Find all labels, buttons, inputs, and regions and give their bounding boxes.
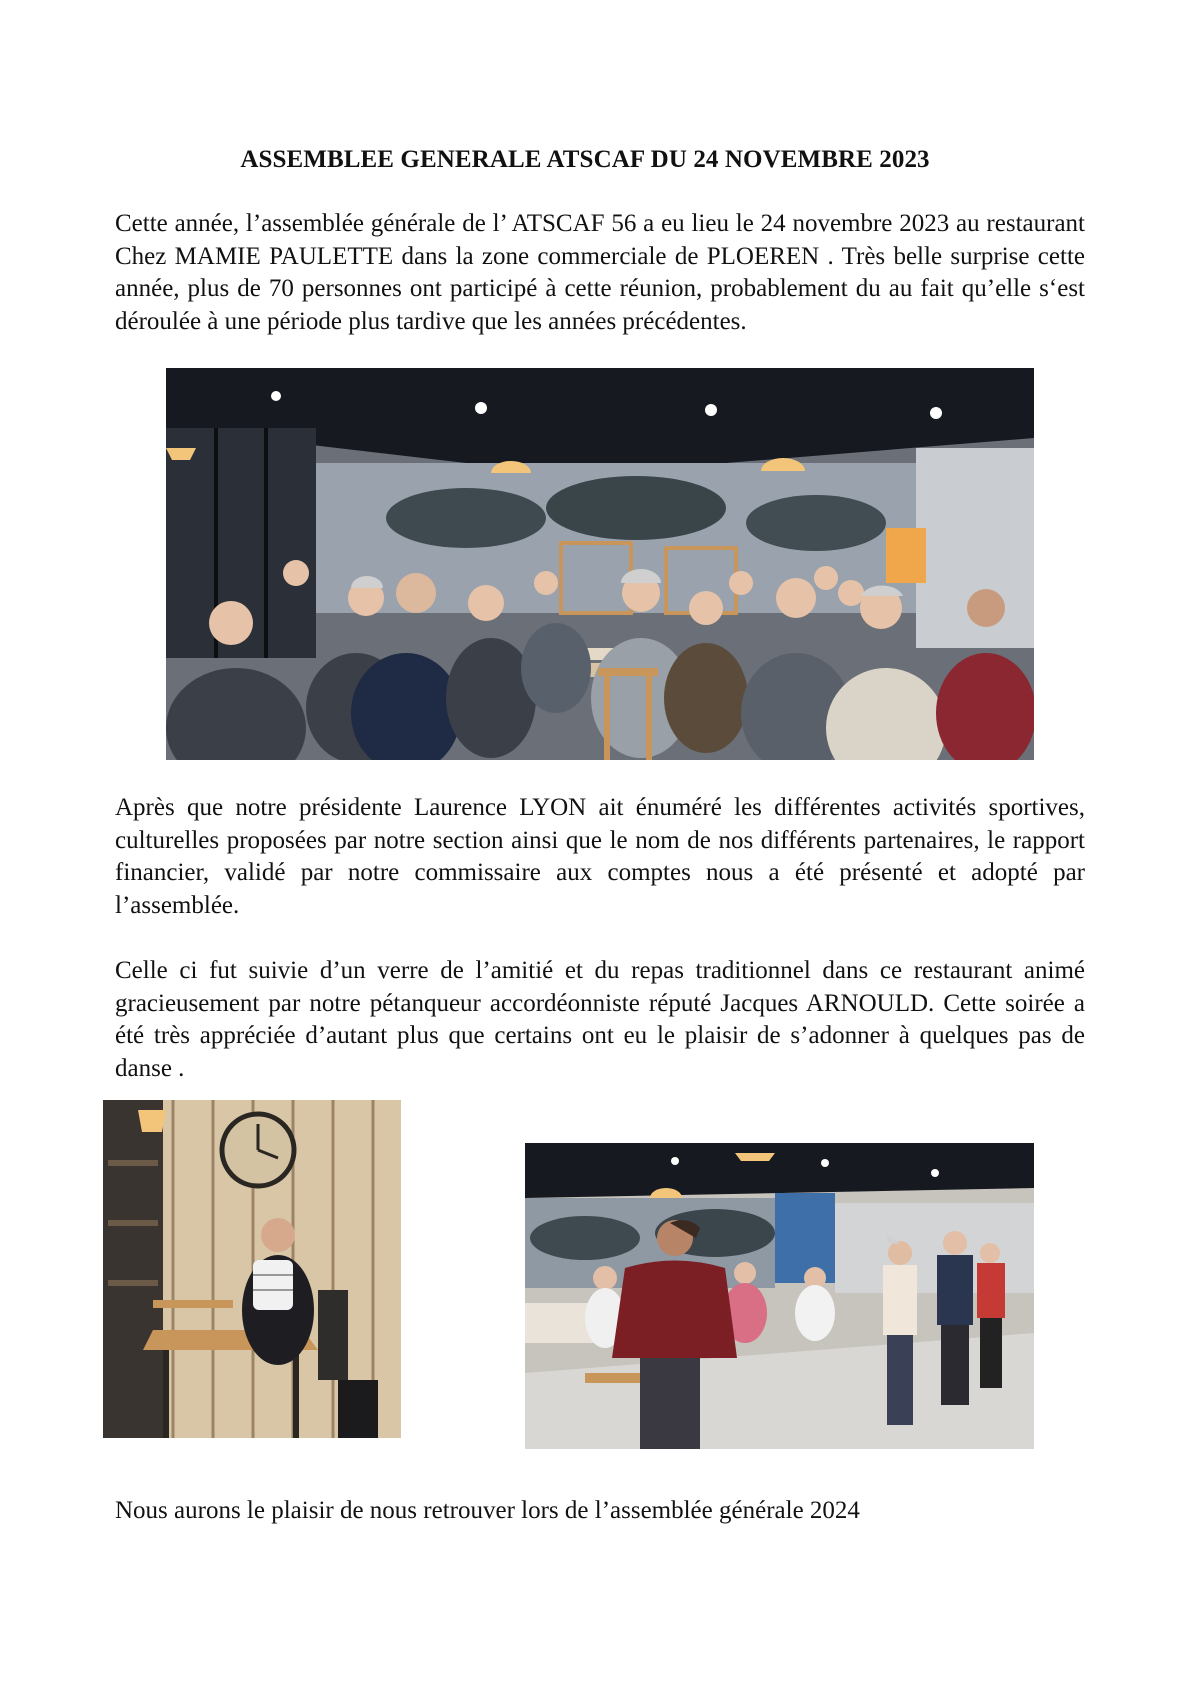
accordionist-photo: [103, 1100, 401, 1438]
dancing-photo-image: [525, 1143, 1034, 1449]
document-title: ASSEMBLEE GENERALE ATSCAF DU 24 NOVEMBRE 2023: [240, 146, 930, 173]
report-paragraph: Après que notre présidente Laurence LYON ait énuméré les différentes activités sportives, culturelles proposées par notre section ainsi que le nom de nos différents partenaires, le rapport financier, validé par notre commissaire aux comptes nous a été présenté et adopté par l’assemblée.: [115, 794, 1085, 919]
audience-photo-image: [166, 368, 1034, 760]
audience-photo: [166, 368, 1034, 760]
intro-paragraph: Cette année, l’assemblée générale de l’ ATSCAF 56 a eu lieu le 24 novembre 2023 au restaurant Chez MAMIE PAULETTE dans la zone commerciale de PLOEREN . Très belle surprise cette année, plus de 70 personnes ont participé à cette réunion, probablement du au fait qu’elle s‘est déroulée à une période plus tardive que les années précédentes.: [115, 210, 1085, 335]
dancing-photo: [525, 1143, 1034, 1449]
closing-paragraph: Nous aurons le plaisir de nous retrouver lors de l’assemblée générale 2024: [115, 1497, 860, 1524]
dinner-paragraph: Celle ci fut suivie d’un verre de l’amitié et du repas traditionnel dans ce restaurant animé gracieusement par notre pétanqueur accordéonniste réputé Jacques ARNOULD. Cette soirée a été très appréciée d’autant plus que certains ont eu le plaisir de s’adonner à quelques pas de danse .: [115, 957, 1085, 1082]
accordionist-photo-image: [103, 1100, 401, 1438]
